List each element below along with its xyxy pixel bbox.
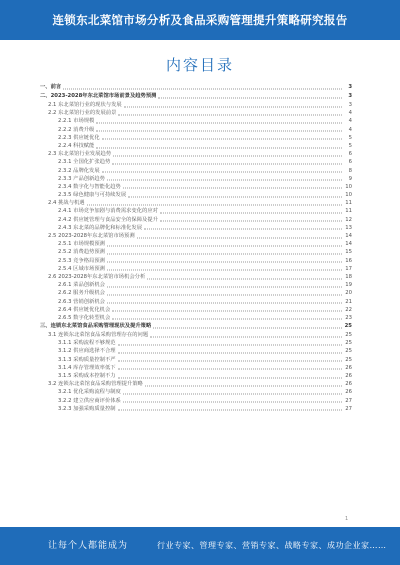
toc-leader-dots bbox=[145, 385, 342, 386]
toc-entry[interactable] bbox=[40, 183, 352, 191]
toc-entry-title: 二、2023-2028年东北菜馆市场前景及趋势预测 bbox=[40, 93, 157, 99]
toc-entry-title: 2.2 东北菜馆行业的发展前景 bbox=[48, 110, 117, 117]
toc-leader-dots bbox=[87, 204, 342, 205]
toc-leader-dots bbox=[112, 311, 342, 312]
toc-entry[interactable] bbox=[40, 240, 352, 248]
footer-slogan: 让每个人都能成为 bbox=[48, 541, 129, 551]
toc-entry-title: 2.1 东北菜馆行业的现状与发展 bbox=[48, 102, 122, 108]
toc-leader-dots bbox=[118, 361, 342, 362]
toc-entry-title: 3.1.4 库存管理效率低下 bbox=[58, 364, 116, 371]
toc-entry[interactable] bbox=[40, 364, 352, 372]
toc-leader-dots bbox=[124, 106, 342, 107]
toc-entry-page: 25 bbox=[344, 323, 352, 330]
toc-entry-page: 15 bbox=[345, 249, 352, 256]
toc-entry-page: 18 bbox=[345, 273, 352, 280]
toc-entry-page: 3 bbox=[348, 93, 352, 99]
toc-entry-title: 3.2.2 建立供应商评价体系 bbox=[58, 397, 121, 404]
toc-entry[interactable] bbox=[40, 281, 352, 289]
toc-entry-title: 3.1.5 采购成本控制不力 bbox=[58, 373, 116, 379]
toc-entry[interactable] bbox=[40, 126, 352, 134]
toc-entry-title: 2.2.4 科技赋能 bbox=[58, 142, 95, 149]
toc-entry-page: 11 bbox=[345, 208, 352, 215]
toc-entry-page: 26 bbox=[345, 381, 352, 388]
toc-entry[interactable] bbox=[40, 150, 352, 158]
toc-entry-title: 2.3.3 产品创新趋势 bbox=[58, 175, 105, 182]
toc-entry-title: 一、前言 bbox=[40, 84, 62, 90]
toc-leader-dots bbox=[160, 221, 342, 222]
toc-leader-dots bbox=[63, 89, 342, 90]
toc-entry-title: 3.2.1 优化采购流程与制度 bbox=[58, 389, 121, 396]
toc-leader-dots bbox=[158, 98, 342, 99]
toc-entry-page: 3 bbox=[348, 84, 352, 90]
toc-entry-title: 2.5.1 市场规模预测 bbox=[58, 241, 105, 248]
toc-entry-title: 2.4.2 供应链管理与食品安全的保障及提升 bbox=[58, 216, 158, 223]
toc-leader-dots bbox=[160, 213, 342, 214]
toc-entry-page: 16 bbox=[345, 257, 352, 264]
toc-leader-dots bbox=[107, 245, 342, 246]
toc-entry-title: 2.5.3 竞争格局预测 bbox=[58, 257, 105, 264]
toc-leader-dots bbox=[102, 172, 342, 173]
toc-entry-page: 20 bbox=[345, 290, 352, 297]
toc-entry[interactable] bbox=[40, 101, 352, 109]
toc-entry-page: 27 bbox=[345, 397, 352, 404]
footer-roles: 行业专家、管理专家、营销专家、战略专家、成功企业家…… bbox=[157, 541, 387, 550]
toc-leader-dots bbox=[137, 237, 342, 238]
toc-entry[interactable] bbox=[40, 273, 352, 281]
toc-entry[interactable] bbox=[40, 117, 352, 125]
toc-entry-page: 22 bbox=[345, 306, 352, 313]
toc-leader-dots bbox=[123, 188, 342, 189]
toc-entry[interactable] bbox=[40, 207, 352, 215]
toc-entry-page: 11 bbox=[345, 200, 352, 207]
toc-entry[interactable] bbox=[40, 298, 352, 306]
toc-entry[interactable] bbox=[40, 109, 352, 117]
toc-leader-dots bbox=[118, 353, 342, 354]
toc-leader-dots bbox=[107, 262, 342, 263]
toc-entry-page: 23 bbox=[345, 314, 352, 321]
toc-entry[interactable] bbox=[40, 314, 352, 322]
toc-entry-title: 2.6 2023-2028年东北菜馆市场机会分析 bbox=[48, 273, 146, 280]
toc-entry-page: 8 bbox=[348, 167, 352, 174]
document-title: 连锁东北菜馆市场分析及食品采购管理提升策略研究报告 bbox=[52, 13, 348, 27]
toc-entry-page: 26 bbox=[345, 373, 352, 379]
toc-entry[interactable] bbox=[40, 289, 352, 297]
toc-entry-page: 13 bbox=[345, 224, 352, 231]
toc-entry-page: 3 bbox=[348, 102, 352, 108]
toc-entry[interactable] bbox=[40, 248, 352, 256]
toc-entry[interactable] bbox=[40, 331, 352, 339]
toc-entry-title: 2.4 挑战与机遇 bbox=[48, 200, 85, 207]
toc-entry-page: 6 bbox=[348, 151, 352, 158]
toc-leader-dots bbox=[112, 163, 342, 164]
toc-leader-dots bbox=[107, 253, 342, 254]
toc-entry[interactable] bbox=[40, 158, 352, 166]
toc-entry[interactable] bbox=[40, 339, 352, 347]
toc-entry-title: 2.3.4 数字化与智能化趋势 bbox=[58, 183, 121, 190]
toc-entry[interactable] bbox=[40, 191, 352, 199]
toc-entry-page: 26 bbox=[345, 364, 352, 371]
toc-entry-page: 5 bbox=[348, 134, 352, 141]
toc-leader-dots bbox=[113, 155, 342, 156]
toc-entry-title: 3.1.1 采购流程不够规范 bbox=[58, 340, 116, 347]
toc-entry-page: 19 bbox=[345, 282, 352, 289]
toc-leader-dots bbox=[150, 336, 342, 337]
toc-entry-title: 2.3 东北菜馆行业发展趋势 bbox=[48, 151, 112, 158]
toc-entry[interactable] bbox=[40, 257, 352, 265]
toc-leader-dots bbox=[107, 270, 342, 271]
toc-entry-title: 2.3.2 品牌化发展 bbox=[58, 167, 100, 174]
toc-entry[interactable] bbox=[40, 175, 352, 183]
toc-entry-title: 2.5.2 消费趋势预测 bbox=[58, 249, 105, 256]
toc-entry-page: 12 bbox=[345, 216, 352, 223]
toc-entry-title: 2.6.2 服务升级机会 bbox=[58, 290, 105, 297]
toc-entry-page: 5 bbox=[348, 142, 352, 149]
toc-entry-title: 2.2.2 消费升级 bbox=[58, 126, 95, 133]
toc-leader-dots bbox=[96, 147, 342, 148]
toc-entry[interactable] bbox=[40, 224, 352, 232]
toc-entry-page: 21 bbox=[345, 298, 352, 305]
footer-bar bbox=[0, 527, 400, 565]
toc-leader-dots bbox=[118, 377, 342, 378]
header-bar bbox=[0, 0, 400, 40]
toc-entry-title: 2.5 2023-2028年东北菜馆市场预测 bbox=[48, 233, 135, 239]
toc-leader-dots bbox=[123, 402, 342, 403]
toc-leader-dots bbox=[112, 319, 342, 320]
toc-entry-title: 三、连锁东北菜馆食品采购管理现状及提升策略 bbox=[40, 323, 152, 330]
toc-entry[interactable] bbox=[40, 199, 352, 207]
toc-entry-title: 3.1 连锁东北菜馆食品采购管理存在的问题 bbox=[48, 332, 149, 339]
toc-entry-title: 2.3.5 绿色健康与可持续发展 bbox=[58, 192, 127, 199]
toc-leader-dots bbox=[96, 122, 342, 123]
toc-entry-title: 2.6.1 菜品创新机会 bbox=[58, 282, 105, 289]
toc-entry-page: 25 bbox=[345, 356, 352, 363]
toc-leader-dots bbox=[118, 114, 342, 115]
toc-leader-dots bbox=[107, 303, 342, 304]
toc-entry-title: 2.6.5 数字化转型机会 bbox=[58, 314, 111, 321]
toc-entry[interactable] bbox=[40, 322, 352, 331]
toc-leader-dots bbox=[153, 328, 342, 329]
toc-entry[interactable] bbox=[40, 397, 352, 405]
toc-entry[interactable] bbox=[40, 380, 352, 388]
toc-entry-title: 2.3.1 全国化扩张趋势 bbox=[58, 159, 111, 166]
toc-entry-page: 4 bbox=[348, 110, 352, 117]
toc-entry-page: 6 bbox=[348, 159, 352, 166]
toc-entry-page: 14 bbox=[345, 241, 352, 248]
toc-heading: 内容目录 bbox=[165, 56, 234, 74]
toc-entry-page: 14 bbox=[345, 233, 352, 239]
toc-entry-page: 25 bbox=[345, 332, 352, 339]
toc-entry-title: 2.5.4 区域市场预测 bbox=[58, 265, 105, 272]
toc-entry-title: 2.6.4 供应链优化机会 bbox=[58, 306, 111, 313]
toc-entry-page: 4 bbox=[348, 118, 352, 125]
toc-entry-page: 25 bbox=[345, 340, 352, 347]
toc-leader-dots bbox=[118, 410, 342, 411]
page-marker: 1 bbox=[345, 516, 349, 522]
toc-entry[interactable] bbox=[40, 92, 352, 101]
toc-entry-title: 3.1.3 采购质量控制不严 bbox=[58, 356, 116, 363]
toc-entry-title: 2.4.1 市场竞争加剧与消费需求变化的应对 bbox=[58, 208, 158, 215]
toc-entry[interactable] bbox=[40, 356, 352, 364]
toc-entry-page: 9 bbox=[348, 175, 352, 182]
toc-entry[interactable] bbox=[40, 232, 352, 240]
toc-leader-dots bbox=[144, 229, 342, 230]
toc-entry[interactable] bbox=[40, 405, 352, 413]
toc-entry-title: 2.2.1 市场规模 bbox=[58, 118, 95, 125]
toc-entry-title: 3.2 连锁东北菜馆食品采购管理提升策略 bbox=[48, 381, 143, 388]
toc-entry[interactable] bbox=[40, 142, 352, 150]
toc-entry[interactable] bbox=[40, 83, 352, 92]
toc-entry-page: 4 bbox=[348, 126, 352, 133]
toc-entry-title: 2.4.3 东北菜的品牌化和标准化发展 bbox=[58, 224, 143, 231]
toc-leader-dots bbox=[118, 369, 342, 370]
toc-entry[interactable] bbox=[40, 167, 352, 175]
toc-entry[interactable] bbox=[40, 372, 352, 380]
table-of-contents bbox=[40, 83, 352, 413]
toc-entry[interactable] bbox=[40, 216, 352, 224]
toc-entry-page: 27 bbox=[345, 405, 352, 412]
toc-entry-page: 10 bbox=[345, 192, 352, 199]
toc-entry-title: 3.1.2 供应商选择不合理 bbox=[58, 348, 116, 355]
toc-entry-title: 3.2.3 加强采购质量控制 bbox=[58, 405, 116, 412]
toc-entry[interactable] bbox=[40, 306, 352, 314]
toc-leader-dots bbox=[128, 196, 342, 197]
toc-leader-dots bbox=[107, 286, 342, 287]
toc-leader-dots bbox=[118, 344, 342, 345]
toc-leader-dots bbox=[96, 131, 342, 132]
toc-leader-dots bbox=[123, 393, 342, 394]
toc-entry-title: 2.2.3 供应链优化 bbox=[58, 134, 100, 141]
toc-entry-page: 26 bbox=[345, 389, 352, 396]
toc-leader-dots bbox=[147, 278, 342, 279]
toc-entry[interactable] bbox=[40, 388, 352, 396]
toc-leader-dots bbox=[102, 139, 342, 140]
toc-entry-page: 10 bbox=[345, 183, 352, 190]
toc-entry-page: 17 bbox=[345, 265, 352, 272]
toc-entry[interactable] bbox=[40, 347, 352, 355]
toc-leader-dots bbox=[107, 180, 342, 181]
toc-entry-page: 25 bbox=[345, 348, 352, 355]
toc-entry[interactable] bbox=[40, 134, 352, 142]
toc-leader-dots bbox=[107, 294, 342, 295]
toc-entry[interactable] bbox=[40, 265, 352, 273]
toc-entry-title: 2.6.3 营销创新机会 bbox=[58, 298, 105, 305]
